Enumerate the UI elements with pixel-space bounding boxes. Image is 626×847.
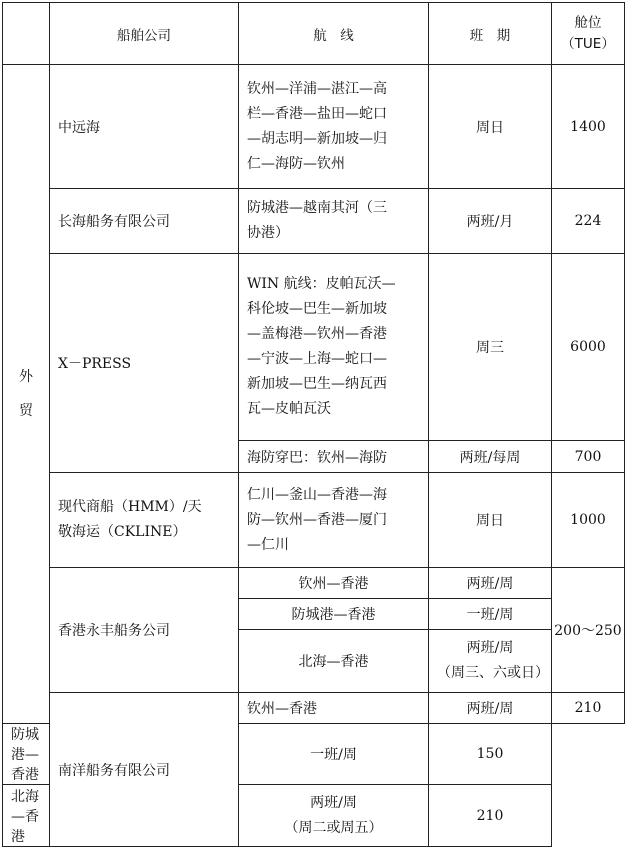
schedule-cell: 两班/周	[429, 693, 552, 724]
company-cell: X－PRESS	[50, 254, 239, 473]
capacity-cell: 200～250	[552, 568, 625, 693]
header-capacity-unit: （TUE）	[561, 35, 615, 52]
header-capacity	[552, 3, 625, 65]
capacity-cell: 224	[552, 189, 625, 254]
trade-type-char-2: 贸	[19, 403, 33, 419]
route-cell: 海防穿巴：钦州—海防	[239, 441, 429, 473]
schedule-cell: 一班/周	[429, 599, 552, 630]
capacity-cell: 1000	[552, 473, 625, 568]
route-cell: 北海—香港	[239, 630, 429, 693]
schedule-cell: 一班/周	[239, 724, 429, 785]
route-cell: 钦州—香港	[239, 568, 429, 599]
route-cell: 仁川—釜山—香港—海 防—钦州—香港—厦门 —仁川	[239, 473, 429, 568]
trade-type-cell	[3, 65, 50, 724]
capacity-cell: 210	[429, 785, 552, 847]
schedule-cell: 周日	[429, 473, 552, 568]
route-cell: WIN 航线：皮帕瓦沃— 科伦坡—巴生—新加坡 —盖梅港—钦州—香港 —宁波—上海—蛇口— 新加坡—巴生—纳瓦西 瓦—皮帕瓦沃	[239, 254, 429, 441]
trade-type-char-1: 外	[19, 369, 33, 385]
company-cell: 长海船务有限公司	[50, 189, 239, 254]
table-row	[3, 65, 625, 189]
route-cell: 防城港—香港	[3, 724, 50, 785]
header-capacity-label: 舱位	[574, 14, 602, 31]
schedule-cell: 两班/每周	[429, 441, 552, 473]
company-cell: 香港永丰船务公司	[50, 568, 239, 693]
table-row	[3, 473, 625, 568]
table-row	[3, 693, 625, 724]
header-schedule: 班 期	[429, 3, 552, 65]
header-company: 船舶公司	[50, 3, 239, 65]
header-route: 航 线	[239, 3, 429, 65]
route-cell: 钦州—香港	[239, 693, 429, 724]
capacity-cell: 150	[429, 724, 552, 785]
schedule-cell: 两班/周	[429, 568, 552, 599]
schedule-cell: 周日	[429, 65, 552, 189]
header-row	[3, 3, 625, 65]
table-row	[3, 568, 625, 599]
schedule-cell: 两班/月	[429, 189, 552, 254]
table-row	[3, 189, 625, 254]
capacity-cell: 210	[552, 693, 625, 724]
shipping-route-table	[2, 2, 625, 847]
route-cell: 钦州—洋浦—湛江—高 栏—香港—盐田—蛇口 —胡志明—新加坡—归 仁—海防—钦州	[239, 65, 429, 189]
company-cell: 现代商船（HMM）/天 敬海运（CKLINE）	[50, 473, 239, 568]
capacity-cell: 700	[552, 441, 625, 473]
table-row	[3, 254, 625, 441]
capacity-cell: 6000	[552, 254, 625, 441]
company-cell: 中远海	[50, 65, 239, 189]
capacity-cell: 1400	[552, 65, 625, 189]
company-cell: 南洋船务有限公司	[50, 693, 239, 847]
schedule-cell: 两班/周 （周二或周五）	[239, 785, 429, 847]
route-cell: 北海—香港	[3, 785, 50, 847]
schedule-cell: 两班/周 （周三、六或日）	[429, 630, 552, 693]
route-cell: 防城港—越南其河（三 协港）	[239, 189, 429, 254]
header-blank	[3, 3, 50, 65]
route-cell: 防城港—香港	[239, 599, 429, 630]
schedule-cell: 周三	[429, 254, 552, 441]
